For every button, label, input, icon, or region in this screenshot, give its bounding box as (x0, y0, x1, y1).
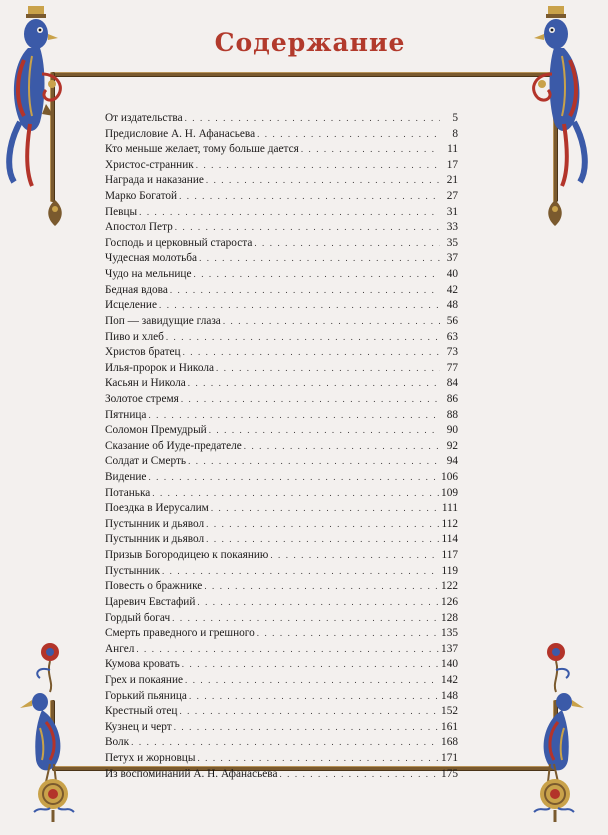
toc-page-number: 112 (441, 517, 458, 530)
toc-page-number: 152 (441, 705, 458, 718)
toc-dot-leader (194, 267, 441, 283)
toc-page-number: 122 (441, 580, 458, 593)
toc-page-number: 119 (441, 564, 458, 577)
toc-page-number: 88 (446, 408, 458, 421)
toc-entry-title: Господь и церковный староста (105, 236, 253, 249)
toc-entry[interactable] (105, 142, 458, 158)
toc-entry-title: Волк (105, 736, 130, 749)
toc-entry-title: Касьян и Никола (105, 377, 186, 390)
toc-page-number: 140 (441, 658, 458, 671)
toc-dot-leader (211, 501, 440, 517)
toc-dot-leader (301, 142, 440, 158)
toc-entry[interactable] (105, 236, 458, 252)
toc-entry[interactable] (105, 298, 458, 314)
toc-page-number: 168 (441, 736, 458, 749)
toc-entry-title: Смерть праведного и грешного (105, 627, 255, 640)
toc-entry[interactable] (105, 595, 458, 611)
toc-entry[interactable] (105, 423, 458, 439)
toc-page-number: 126 (441, 595, 458, 608)
toc-entry-title: Марко Богатой (105, 190, 178, 203)
toc-entry[interactable] (105, 220, 458, 236)
toc-entry-title: Призыв Богородицею к покаянию (105, 549, 269, 562)
toc-dot-leader (206, 532, 439, 548)
toc-entry[interactable] (105, 392, 458, 408)
toc-page-number: 40 (446, 268, 458, 281)
toc-entry-title: Апостол Петр (105, 221, 173, 234)
toc-dot-leader (189, 689, 439, 705)
toc-page-number: 42 (446, 283, 458, 296)
toc-entry-title: Пиво и хлеб (105, 330, 164, 343)
toc-entry-title: Горький пьяница (105, 689, 187, 702)
toc-entry-title: Петух и жорновцы (105, 751, 196, 764)
snail-scroll-icon (540, 779, 570, 809)
toc-page-number: 48 (446, 299, 458, 312)
toc-dot-leader (209, 423, 440, 439)
toc-dot-leader (148, 470, 439, 486)
bird-ornament-icon (514, 4, 604, 234)
toc-dot-leader (183, 345, 440, 361)
toc-entry[interactable] (105, 314, 458, 330)
toc-page-number: 135 (441, 627, 458, 640)
toc-entry-title: Повесть о бражнике (105, 580, 203, 593)
toc-entry-title: Илья-пророк и Никола (105, 361, 214, 374)
table-of-contents (105, 111, 458, 782)
toc-page-number: 5 (452, 112, 458, 124)
toc-dot-leader (166, 330, 440, 346)
toc-dot-leader (136, 642, 439, 658)
toc-page-number: 109 (441, 486, 458, 499)
toc-page-number: 90 (446, 424, 458, 437)
toc-entry[interactable] (105, 408, 458, 424)
toc-entry[interactable] (105, 486, 458, 502)
toc-dot-leader (188, 376, 440, 392)
toc-entry[interactable] (105, 173, 458, 189)
toc-dot-leader (257, 626, 439, 642)
toc-entry-title: Кто меньше желает, тому больше дается (105, 143, 299, 156)
toc-dot-leader (196, 158, 440, 174)
toc-entry[interactable] (105, 642, 458, 658)
toc-dot-leader (170, 283, 440, 299)
toc-page-number: 56 (446, 314, 458, 327)
toc-dot-leader (152, 486, 439, 502)
spade-finial-icon (548, 200, 562, 226)
snail-scroll-icon (38, 779, 68, 809)
toc-entry[interactable] (105, 657, 458, 673)
toc-entry-title: Грех и покаяние (105, 673, 184, 686)
toc-dot-leader (199, 251, 440, 267)
toc-entry-title: Певцы (105, 205, 138, 218)
toc-page-number: 31 (446, 205, 458, 218)
toc-entry-title: Пустынник (105, 564, 160, 577)
spade-finial-icon (48, 200, 62, 226)
toc-entry-title: Солдат и Смерть (105, 455, 187, 468)
bird-ornament-icon (6, 636, 96, 826)
toc-entry[interactable] (105, 251, 458, 267)
toc-entry[interactable] (105, 267, 458, 283)
toc-dot-leader (185, 673, 439, 689)
toc-entry[interactable] (105, 189, 458, 205)
toc-entry-title: Пустынник и дьявол (105, 517, 205, 530)
toc-page-number: 77 (446, 361, 458, 374)
toc-page-number: 21 (446, 174, 458, 187)
toc-dot-leader (179, 704, 439, 720)
toc-entry-title: Кузнец и черт (105, 720, 172, 733)
toc-dot-leader (216, 361, 440, 377)
toc-dot-leader (204, 579, 439, 595)
toc-dot-leader (148, 408, 440, 424)
toc-entry[interactable] (105, 330, 458, 346)
toc-entry[interactable] (105, 111, 458, 127)
toc-page-number: 94 (446, 455, 458, 468)
toc-dot-leader (182, 657, 439, 673)
toc-entry-title: Золотое стремя (105, 392, 179, 405)
toc-entry-title: Чудесная молотьба (105, 252, 198, 265)
toc-entry[interactable] (105, 689, 458, 705)
toc-page-number: 114 (441, 533, 458, 546)
toc-entry-title: Чудо на мельнице (105, 268, 192, 281)
toc-entry[interactable] (105, 735, 458, 751)
toc-entry[interactable] (105, 470, 458, 486)
toc-dot-leader (188, 454, 440, 470)
toc-dot-leader (159, 298, 440, 314)
toc-dot-leader (254, 236, 440, 252)
toc-dot-leader (181, 392, 440, 408)
toc-entry[interactable] (105, 454, 458, 470)
toc-entry[interactable] (105, 548, 458, 564)
toc-page-number: 106 (441, 471, 458, 484)
toc-entry[interactable] (105, 673, 458, 689)
bird-ornament-icon (512, 636, 602, 826)
toc-entry[interactable] (105, 532, 458, 548)
bird-ornament-icon (2, 4, 86, 234)
toc-entry-title: Потанька (105, 486, 151, 499)
toc-entry-title: Видение (105, 471, 147, 484)
toc-entry-title: Крестный отец (105, 705, 178, 718)
toc-page-number: 8 (452, 127, 458, 140)
toc-dot-leader (257, 127, 440, 143)
toc-dot-leader (206, 517, 439, 533)
toc-entry-title: Пятница (105, 408, 147, 421)
toc-entry[interactable] (105, 501, 458, 517)
toc-entry-title: Пустынник и дьявол (105, 533, 205, 546)
toc-dot-leader (185, 111, 440, 127)
toc-page-number: 11 (447, 143, 458, 156)
toc-entry-title: Ангел (105, 642, 135, 655)
toc-dot-leader (172, 611, 439, 627)
toc-entry[interactable] (105, 767, 458, 783)
toc-dot-leader (175, 220, 440, 236)
toc-dot-leader (270, 548, 439, 564)
toc-entry[interactable] (105, 517, 458, 533)
toc-entry-title: Царевич Евстафий (105, 595, 196, 608)
page-title: Содержание (214, 28, 406, 57)
toc-entry[interactable] (105, 205, 458, 221)
toc-page-number: 128 (441, 611, 458, 624)
toc-dot-leader (139, 205, 440, 221)
toc-dot-leader (244, 439, 440, 455)
toc-entry-title: Исцеление (105, 299, 157, 312)
toc-entry-title: Поездка в Иерусалим (105, 502, 209, 515)
toc-entry-title: Сказание об Иуде-предателе (105, 439, 242, 452)
toc-entry[interactable] (105, 751, 458, 767)
toc-page-number: 142 (441, 673, 458, 686)
toc-page-number: 175 (441, 767, 458, 780)
toc-page-number: 86 (446, 392, 458, 405)
toc-entry-title: Соломон Премудрый (105, 424, 207, 437)
toc-entry-title: Бедная вдова (105, 283, 168, 296)
toc-page-number: 27 (446, 190, 458, 203)
toc-page-number: 171 (441, 751, 458, 764)
toc-page-number: 111 (441, 502, 458, 515)
toc-entry-title: От издательства (105, 112, 183, 124)
toc-entry[interactable] (105, 345, 458, 361)
toc-entry-title: Кумова кровать (105, 658, 180, 671)
toc-dot-leader (162, 564, 439, 580)
toc-dot-leader (197, 595, 439, 611)
toc-entry[interactable] (105, 158, 458, 174)
toc-dot-leader (131, 735, 439, 751)
top-frame-bar (52, 72, 556, 77)
toc-dot-leader (179, 189, 440, 205)
toc-page-number: 37 (446, 252, 458, 265)
toc-entry[interactable] (105, 579, 458, 595)
toc-entry[interactable] (105, 611, 458, 627)
toc-page-number: 84 (446, 377, 458, 390)
toc-entry-title: Христов братец (105, 346, 181, 359)
toc-dot-leader (279, 767, 439, 783)
toc-entry[interactable] (105, 720, 458, 736)
toc-page-number: 137 (441, 642, 458, 655)
toc-dot-leader (206, 173, 440, 189)
toc-page-number: 35 (446, 236, 458, 249)
toc-page-number: 33 (446, 221, 458, 234)
toc-entry[interactable] (105, 626, 458, 642)
toc-entry-title: Из воспоминаний А. Н. Афанасьева (105, 767, 278, 780)
toc-entry[interactable] (105, 704, 458, 720)
toc-page-number: 161 (441, 720, 458, 733)
toc-entry[interactable] (105, 361, 458, 377)
toc-dot-leader (197, 751, 439, 767)
toc-page-number: 117 (441, 549, 458, 562)
toc-entry[interactable] (105, 564, 458, 580)
toc-page-number: 148 (441, 689, 458, 702)
toc-page-number: 73 (446, 346, 458, 359)
toc-entry-title: Христос-странник (105, 158, 194, 171)
toc-entry-title: Гордый богач (105, 611, 171, 624)
toc-entry-title: Награда и наказание (105, 174, 204, 187)
toc-page-number: 17 (446, 158, 458, 171)
toc-page-number: 92 (446, 439, 458, 452)
toc-entry[interactable] (105, 376, 458, 392)
toc-entry[interactable] (105, 127, 458, 143)
toc-entry-title: Предисловие А. Н. Афанасьева (105, 127, 256, 140)
toc-dot-leader (223, 314, 440, 330)
toc-dot-leader (174, 720, 439, 736)
toc-page-number: 63 (446, 330, 458, 343)
toc-entry-title: Поп — завидущие глаза (105, 314, 221, 327)
toc-entry[interactable] (105, 439, 458, 455)
toc-entry[interactable] (105, 283, 458, 299)
